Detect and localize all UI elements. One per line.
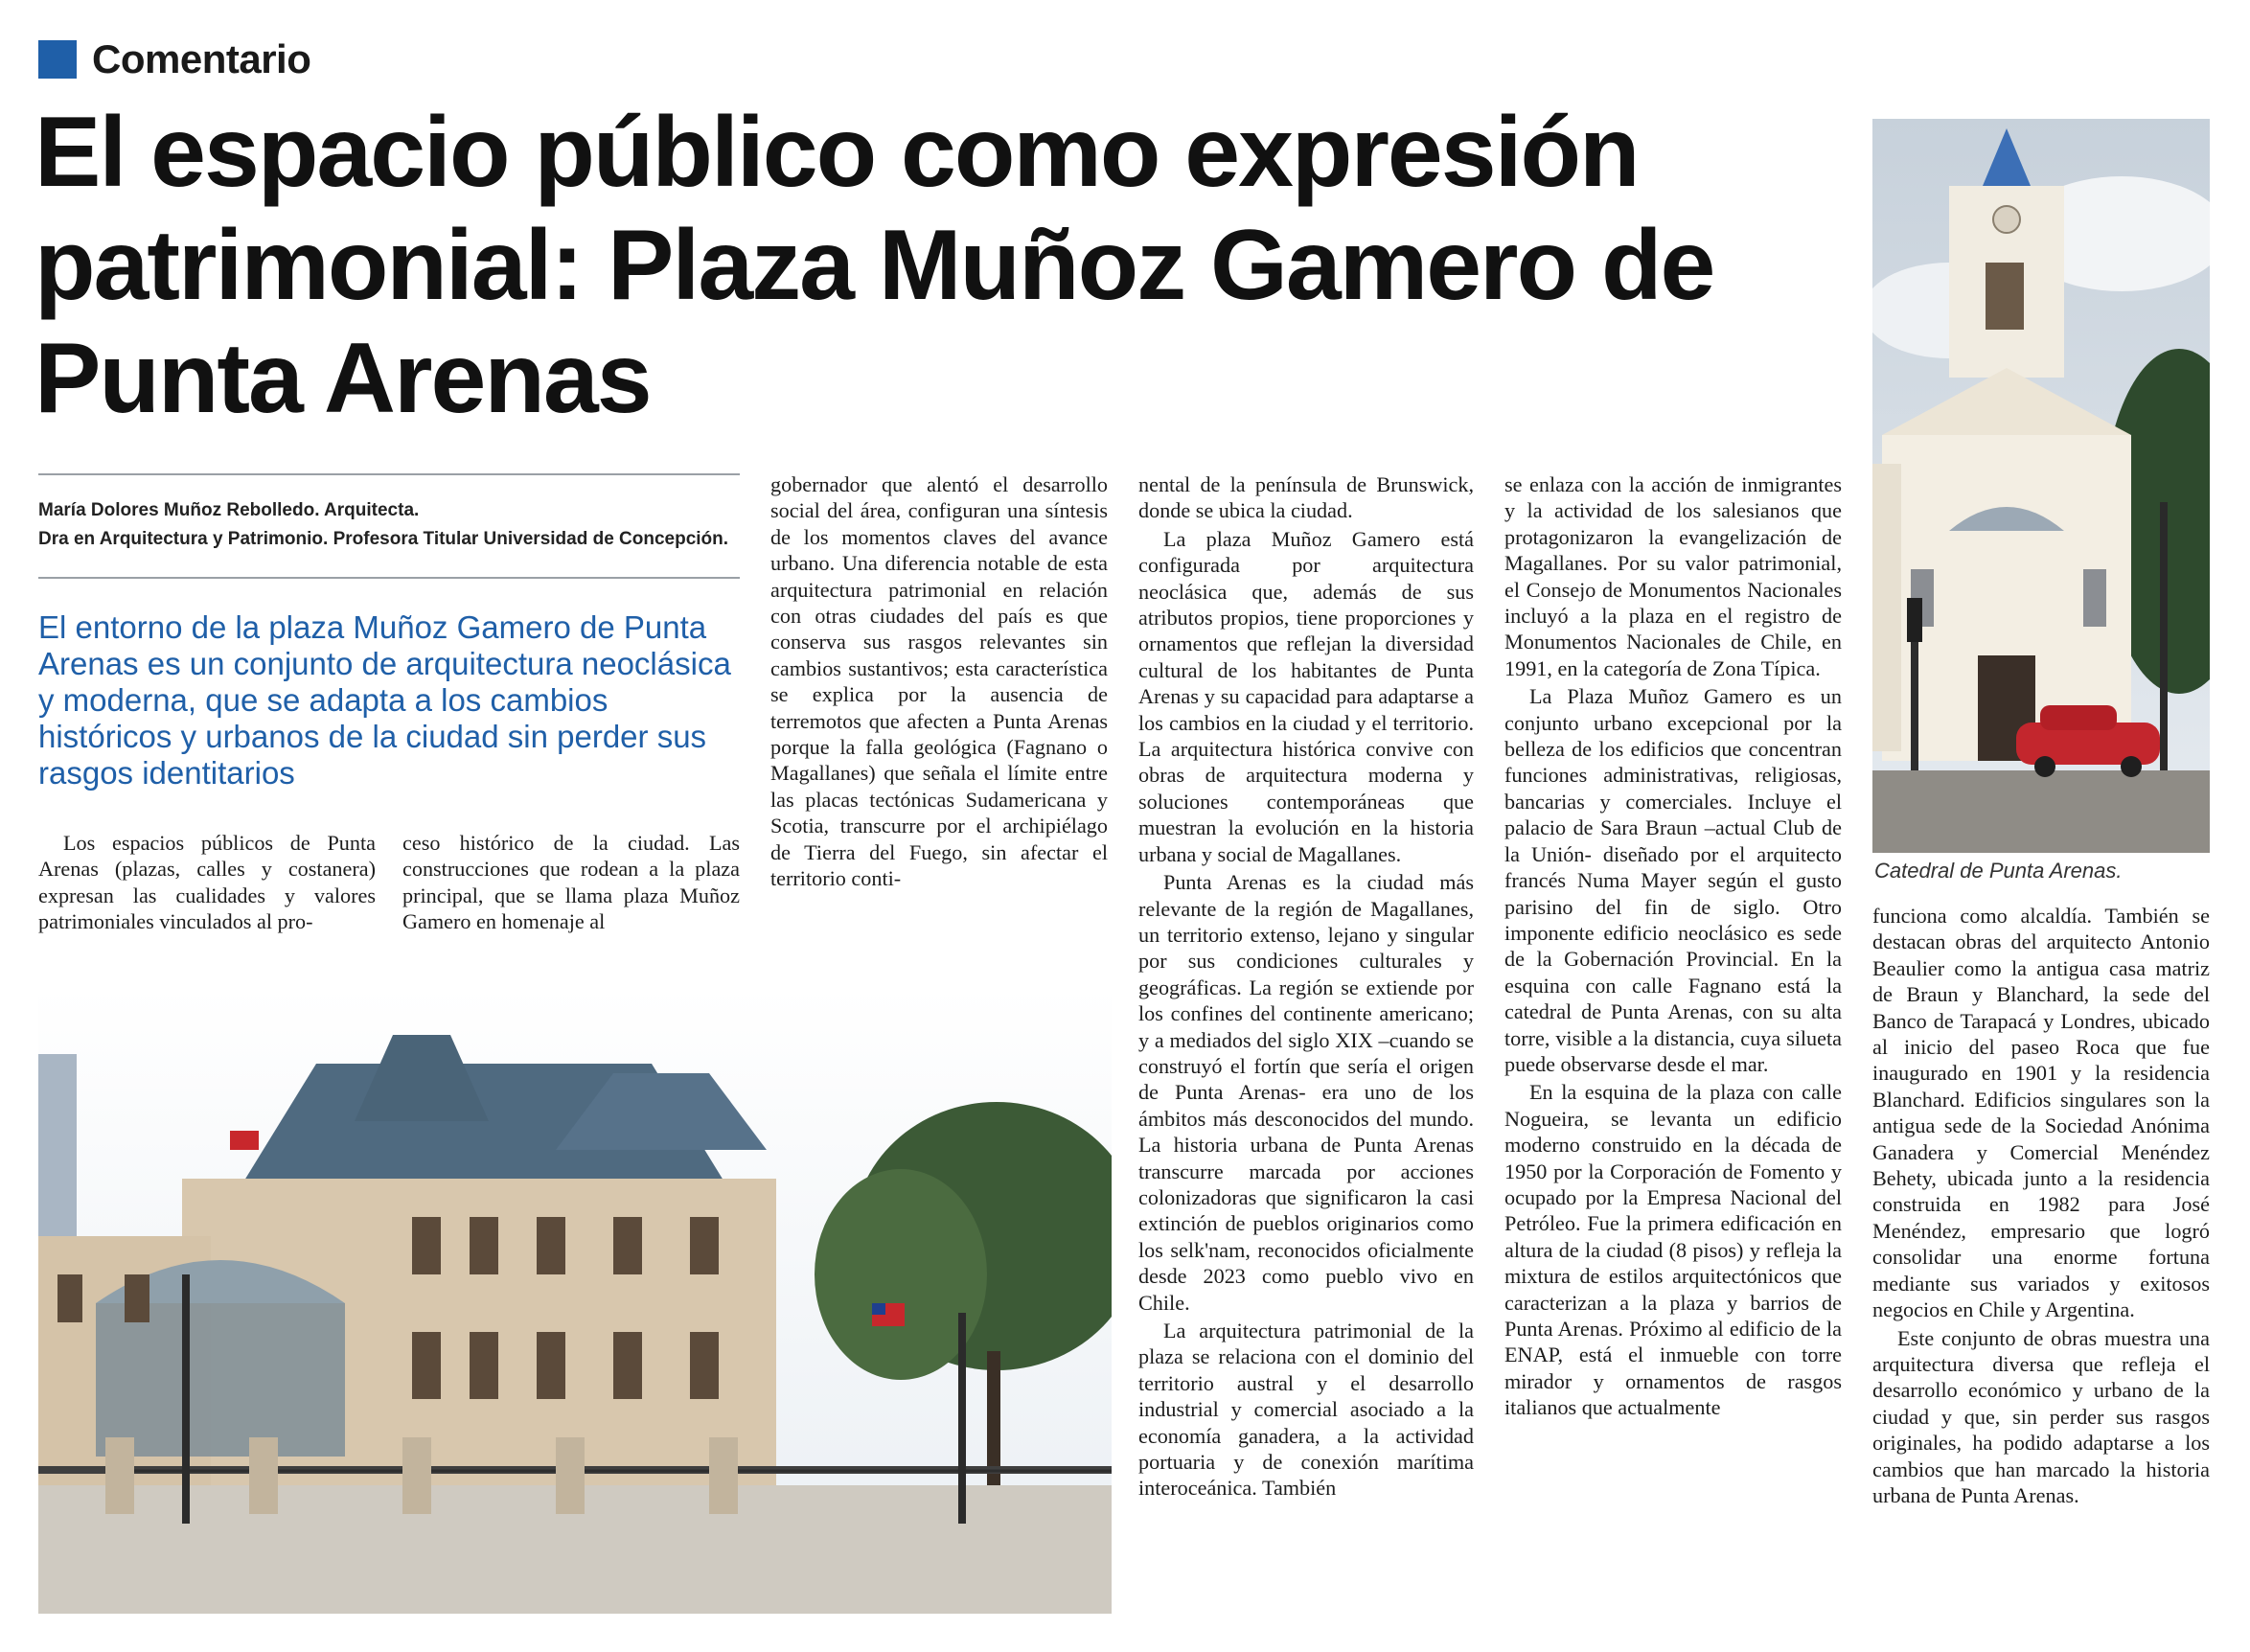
body-column-6 xyxy=(1872,903,2210,1510)
body-column-3 xyxy=(770,471,1108,894)
body-paragraph: se enlaza con la acción de inmigrantes y la actividad de los salesianos que protagonizaron la evangelización de Magallanes. Por su valor patrimonial, el Consejo de Monumentos Nacionales incluyó a la plaza en el registro de Monumentos Nacionales de Chile, en 1991, en la categoría de Zona Típica. xyxy=(1504,472,1842,680)
body-paragraph: La arquitectura patrimonial de la plaza se relaciona con el dominio del territorio austral y el desarrollo industrial y comercial asociado a la economía ganadera, a la actividad portuaria y de conexión marítima interoceánica. También xyxy=(1138,1319,1474,1501)
palace-illustration xyxy=(38,987,1112,1614)
cathedral-illustration xyxy=(1872,119,2210,853)
body-paragraph: Este conjunto de obras muestra una arquitectura diversa que refleja el desarrollo económico y urbano de la ciudad y que, sin perder sus rasgos originales, ha podido adaptarse a los cambios que han marcado la historia urbana de Punta Arenas. xyxy=(1872,1325,2210,1507)
body-paragraph: gobernador que alentó el desarrollo social del área, configuran una síntesis de los momentos claves del avance urbano. Una diferencia notable de esta arquitectura patrimonial en relación con otras ciudades del país es que conserva sus rasgos relevantes sin cambios sustantivos; esta característica se explica por la ausencia de terremotos que afecten a Punta Arenas porque la falla geológica (Fagnano o Magallanes) que señala el límite entre las placas tectónicas Sudamericana y Scotia, transcurre por el archipiélago de Tierra del Fuego, sin afectar el territorio conti- xyxy=(770,472,1108,891)
headline: El espacio público como expresión patrimonial: Plaza Muñoz Gamero de Punta Arenas xyxy=(34,97,1714,434)
section-tag xyxy=(38,36,310,82)
body-column-4 xyxy=(1138,471,1474,1503)
body-paragraph: Los espacios públicos de Punta Arenas (plazas, calles y costanera) expresan las cualidades y valores patrimoniales vinculados al pro- xyxy=(38,831,376,934)
body-paragraph: En la esquina de la plaza con calle Nogueira, se levanta un edificio moderno construido en la década de 1950 por la Corporación de Fomento y ocupado por la Empresa Nacional del Petróleo. Fue la primera edificación en altura de la ciudad (8 pisos) y refleja la mixtura de estilos arquitectónicos que caracterizan a la plaza y barrios de Punta Arenas. Próximo al edificio de la ENAP, está el inmueble con torre mirador y ornamentos de rasgos italianos que actualmente xyxy=(1504,1080,1842,1420)
body-paragraph: nental de la península de Brunswick, donde se ubica la ciudad. xyxy=(1138,472,1474,523)
section-square-icon xyxy=(38,40,77,79)
body-paragraph: funciona como alcaldía. También se destacan obras del arquitecto Antonio Beaulier como la antigua casa matriz de Braun y Blanchard, la sede del Banco de Tarapacá y Londres, ubicado al inicio del paseo Roca que fue inaugurado en 1901 y la residencia Blanchard. Edificios singulares son la antigua sede de la Sociedad Anónima Ganadera y Comercial Menéndez Behety, ubicada junto a la residencia construida en 1982 para José Menéndez, empresario que logró consolidar una enorme fortuna mediante sus variados y exitosos negocios en Chile y Argentina. xyxy=(1872,904,2210,1322)
palace-photo xyxy=(38,987,1112,1614)
cathedral-photo xyxy=(1872,119,2210,853)
body-column-2 xyxy=(402,830,740,937)
author-line-2: Dra en Arquitectura y Patrimonio. Profesora Titular Universidad de Concepción. xyxy=(38,529,729,549)
lede: El entorno de la plaza Muñoz Gamero de Punta Arenas es un conjunto de arquitectura neoclásica y moderna, que se adapta a los cambios históricos y urbanos de la ciudad sin perder sus rasgos identitarios xyxy=(38,609,731,791)
body-paragraph: ceso histórico de la ciudad. Las construcciones que rodean a la plaza principal, que se llama plaza Muñoz Gamero en homenaje al xyxy=(402,831,740,934)
author-top-rule xyxy=(38,473,740,475)
author-credit xyxy=(38,496,747,554)
body-paragraph: La Plaza Muñoz Gamero es un conjunto urbano excepcional por la belleza de los edificios que concentran funciones administrativas, religiosas, bancarias y comerciales. Incluye el palacio de Sara Braun –actual Club de la Unión- diseñado por el arquitecto francés Numa Mayer según el gusto parisino del fin de siglo. Otro imponente edificio neoclásico es sede de la Gobernación Provincial. En la esquina con calle Fagnano está la catedral de Punta Arenas, con su alta torre, visible a la distancia, cuya silueta puede observarse desde el mar. xyxy=(1504,684,1842,1076)
body-paragraph: Punta Arenas es la ciudad más relevante de la región de Magallanes, un territorio extenso, lejano y singular por sus condiciones culturales y geográficas. La región se extiende por los confines del continente americano; y a mediados del siglo XIX –cuando se construyó el fortín que sería el origen de Punta Arenas- era uno de los ámbitos más desconocidos del mundo. La historia urbana de Punta Arenas transcurre marcada por acciones colonizadoras que significaron la casi extinción de pueblos originarios como los selk'nam, reconocidos oficialmente desde 2023 como pueblo vivo en Chile. xyxy=(1138,870,1474,1315)
section-label: Comentario xyxy=(92,36,311,81)
cathedral-caption: Catedral de Punta Arenas. xyxy=(1874,859,2123,883)
author-bottom-rule xyxy=(38,577,740,579)
author-line-1: María Dolores Muñoz Rebolledo. Arquitecta. xyxy=(38,500,420,520)
body-column-1 xyxy=(38,830,376,937)
body-paragraph: La plaza Muñoz Gamero está configurada por arquitectura neoclásica que, además de sus atributos propios, tiene proporciones y ornamentos que reflejan la diversidad cultural de los habitantes de Punta Arenas y su capacidad para adaptarse a los cambios en la ciudad y el territorio. La arquitectura histórica convive con obras de arquitectura moderna y soluciones contemporáneas que muestran la evolución en la historia urbana y social de Magallanes. xyxy=(1138,526,1474,866)
body-column-5 xyxy=(1504,471,1842,1423)
